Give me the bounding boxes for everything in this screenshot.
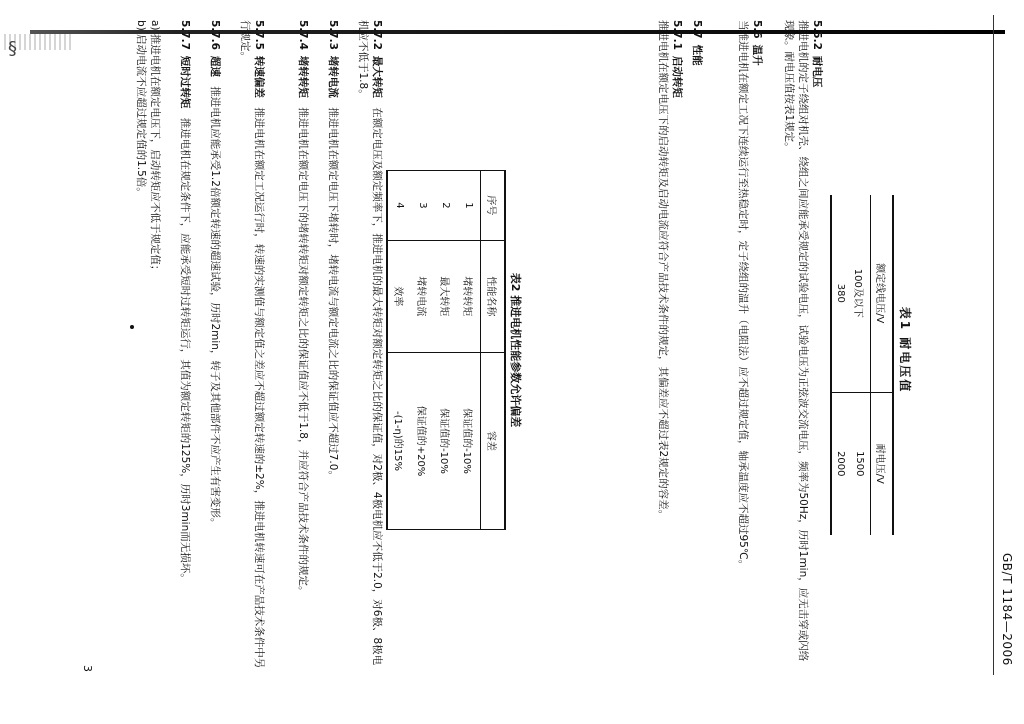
table2-cell: 3 (411, 171, 434, 241)
bullet-dot (130, 325, 134, 329)
list-item: a) 推进电机在额定电压下，启动转矩应不低于规定值； (149, 20, 161, 276)
section-title: 堵转电流 (327, 55, 339, 98)
header-rule (993, 15, 994, 675)
section-title: 温升 (751, 44, 763, 66)
section-5-6 (736, 20, 764, 670)
table-row (457, 171, 481, 530)
section-5-7-5 (238, 20, 266, 670)
section-number: 5.6 (751, 20, 763, 39)
section-number: 5.7.4 (297, 20, 309, 50)
section-5-7-6 (208, 20, 222, 670)
section-text: 当推进电机在额定工况下连续运行至热稳定时，定子绕组的温升（电阻法）应不超过规定值，轴承温度应不超过95℃。 (737, 20, 749, 571)
table2-cell: 效率 (387, 240, 411, 352)
section-5-7-2 (356, 20, 384, 670)
rotated-document (34, 5, 1024, 695)
section-5-5-2 (782, 20, 824, 670)
section-5-7-3 (326, 20, 340, 670)
section-title: 转速偏差 (253, 55, 265, 98)
section-number: 5.7.2 (371, 20, 383, 50)
table-row (831, 195, 849, 535)
section-text: 推进电机应能承受1.2倍额定转速的超速试验，历时2min，转子及其他部件不应产生有害变形。 (209, 86, 221, 529)
section-title: 堵转转矩 (297, 55, 309, 98)
section-5-7-7 (178, 20, 192, 670)
table1-header: 耐电压/V (871, 392, 894, 535)
section-number: 5.7.7 (179, 20, 191, 50)
table1-cell: 380 (831, 195, 849, 392)
table2-cell: 最大转矩 (434, 240, 457, 352)
section-title: 超速 (209, 55, 221, 77)
section-title: 耐电压 (811, 55, 823, 88)
table1-cell: 2000 (831, 392, 849, 535)
section-text: 推进电机在额定电压下的启动转矩及启动电流应符合产品技术条件的规定，其偏差应不超过表2规定的容差。 (657, 20, 669, 521)
table1-cell: 100及以下 (849, 195, 871, 392)
table2-cell: 保证值的-10% (434, 353, 457, 530)
table2-cell: 4 (387, 171, 411, 241)
list-item: b) 启动电流不应超过规定值的1.5倍。 (135, 20, 147, 198)
table2-cell: 保证值的-10% (457, 353, 481, 530)
table-row (411, 171, 434, 530)
section-5-7 (690, 20, 704, 670)
table2-cell: 1 (457, 171, 481, 241)
table2-cell: 堵转转矩 (457, 240, 481, 352)
tolerance-table (386, 170, 506, 530)
table2-header: 容差 (481, 353, 506, 530)
table2-header: 序号 (481, 171, 506, 241)
section-5-7-4 (296, 20, 310, 670)
table-row (434, 171, 457, 530)
section-text: 推进电机在额定电压下的堵转转矩对额定转矩之比的保证值应不低于1.8，并应符合产品技术条件的规定。 (297, 107, 309, 597)
table1-cell: 1500 (854, 451, 865, 477)
table2-cell: 堵转电流 (411, 240, 434, 352)
table2-cell: 保证值的+20% (411, 353, 434, 530)
section-number: 5.5.2 (811, 20, 823, 50)
table2-cell: -(1-η)的15% (387, 353, 411, 530)
table2-title: 表2 推进电机性能参数允许偏差 (509, 272, 522, 428)
table1-header: 额定线电压/V (871, 195, 894, 392)
section-5-7-1 (656, 20, 684, 670)
table2-header: 性能名称 (481, 240, 506, 352)
section-number: 5.7.6 (209, 20, 221, 50)
section-text: 推进电机在额定工况运行时，转速的实测值与额定值之差应不超过额定转速的±2%，推进电机转速可在产品技术条件中另行规定。 (239, 20, 265, 669)
section-text: 在额定电压及额定频率下，推进电机的最大转矩对额定转矩之比的保证值，对2极、4极电机应不低于2.0，对6极、8极电机应不低于1.8。 (357, 20, 383, 666)
section-number: 5.7.5 (253, 20, 265, 50)
section-text: 推进电机在额定电压下堵转时，堵转电流与额定电流之比的保证值应不超过7.0。 (327, 107, 339, 481)
scan-corner-mark: § (8, 38, 17, 59)
section-number: 5.7.1 (671, 20, 683, 50)
section-title: 性能 (691, 44, 703, 66)
section-title: 启动转矩 (671, 55, 683, 98)
section-text: 推进电机在规定条件下，应能承受短时过转矩运行，其值为额定转矩的125%，历时3min而无损坏。 (179, 117, 191, 584)
section-title: 短时过转矩 (179, 55, 191, 109)
table-row (849, 195, 871, 535)
page-number: 3 (81, 665, 94, 672)
table-row (387, 171, 411, 530)
section-text: 推进电机的定子绕组对机壳、绕组之间应能承受规定的试验电压，试验电压为正弦波交流电压，频率为50Hz，历时1min，应无击穿或闪络现象。耐电压值按表1规定。 (783, 20, 809, 662)
section-title: 最大转矩 (371, 55, 383, 98)
standard-code: GB/T 1184—2006 (1000, 553, 1014, 666)
section-number: 5.7 (691, 20, 703, 39)
voltage-table (830, 195, 894, 535)
table2-cell: 2 (434, 171, 457, 241)
table1-title: 表1 耐电压值 (898, 306, 912, 394)
section-number: 5.7.3 (327, 20, 339, 50)
